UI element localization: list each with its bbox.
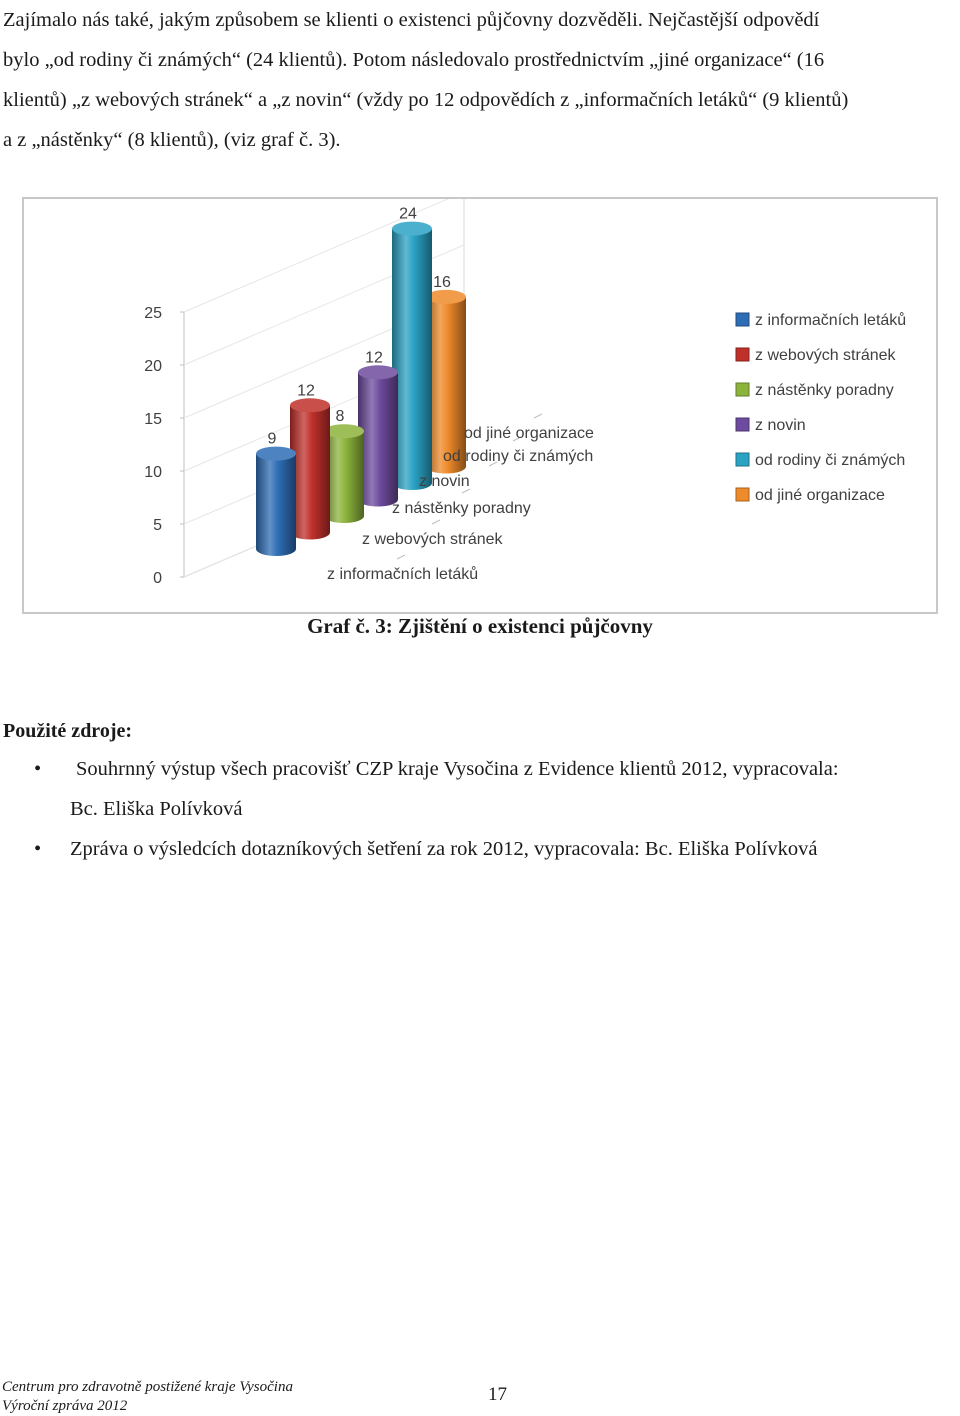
paragraph-line: a z „nástěnky“ (8 klientů), (viz graf č. 3). [3, 129, 341, 151]
y-tick-label: 25 [144, 305, 162, 322]
data-label: 8 [335, 408, 345, 426]
paragraph-line: Zajímalo nás také, jakým způsobem se klienti o existenci půjčovny dozvěděli. Nejčastější odpovědí [3, 9, 820, 31]
bar-0 [256, 454, 296, 556]
category-label: z informačních letáků [327, 566, 479, 583]
bar-top-4 [392, 222, 432, 236]
source-line: Souhrnný výstup všech pracovišť CZP kraje Vysočina z Evidence klientů 2012, vypracovala: [76, 758, 839, 780]
footer [2, 1378, 293, 1416]
legend-swatch [736, 383, 749, 396]
bar-top-3 [358, 365, 398, 379]
category-label: z webových stránek [362, 531, 503, 548]
y-tick-label: 5 [153, 517, 162, 534]
footer-report: Výroční zpráva 2012 [2, 1398, 128, 1414]
legend-swatch [736, 418, 749, 431]
paragraph-line: bylo „od rodiny či známých“ (24 klientů). Potom následovalo prostřednictvím „jiné organizace“ (16 [3, 49, 825, 71]
depth-tick [534, 414, 542, 418]
bar-top-1 [290, 398, 330, 412]
bullet-icon: • [34, 838, 42, 860]
legend-label: od jiné organizace [755, 487, 885, 504]
bar-top-0 [256, 447, 296, 461]
legend-label: z novin [755, 417, 806, 434]
category-label: z nástěnky poradny [392, 500, 531, 517]
page-number: 17 [488, 1384, 507, 1405]
legend-swatch [736, 313, 749, 326]
bullet-icon: • [34, 758, 42, 780]
y-tick-label: 10 [144, 464, 162, 481]
legend-label: od rodiny či známých [755, 452, 906, 469]
data-label: 24 [399, 205, 417, 223]
footer-org: Centrum pro zdravotně postižené kraje Vysočina [2, 1379, 293, 1395]
intro-paragraph [3, 0, 958, 160]
depth-tick [397, 555, 405, 559]
paragraph-line: klientů) „z webových stránek“ a „z novin“ (vždy po 12 odpovědích z „informačních letáků“ (9 klientů) [3, 89, 849, 111]
source-line: Zpráva o výsledcích dotazníkových šetření za rok 2012, vypracovala: Bc. Eliška Polívková [70, 838, 818, 860]
category-label: od rodiny či známých [443, 448, 594, 465]
data-label: 12 [297, 382, 315, 400]
chart-frame [22, 197, 938, 614]
depth-tick [432, 520, 440, 524]
data-label: 12 [365, 349, 383, 367]
legend-swatch [736, 453, 749, 466]
legend-label: z informačních letáků [755, 312, 907, 329]
legend-label: z nástěnky poradny [755, 382, 894, 399]
legend-label: z webových stránek [755, 347, 896, 364]
y-tick-label: 15 [144, 411, 162, 428]
category-label: od jiné organizace [464, 425, 594, 442]
sources-title: Použité zdroje: [3, 720, 133, 742]
data-label: 9 [267, 430, 277, 448]
bar-chart-3d [24, 199, 936, 612]
y-tick-label: 0 [153, 570, 162, 587]
legend-swatch [736, 348, 749, 361]
y-tick-label: 20 [144, 358, 162, 375]
data-label: 16 [433, 273, 451, 291]
legend-swatch [736, 488, 749, 501]
category-label: z novin [419, 473, 470, 490]
source-line: Bc. Eliška Polívková [70, 798, 243, 820]
chart-caption: Graf č. 3: Zjištění o existenci půjčovny [307, 614, 653, 638]
